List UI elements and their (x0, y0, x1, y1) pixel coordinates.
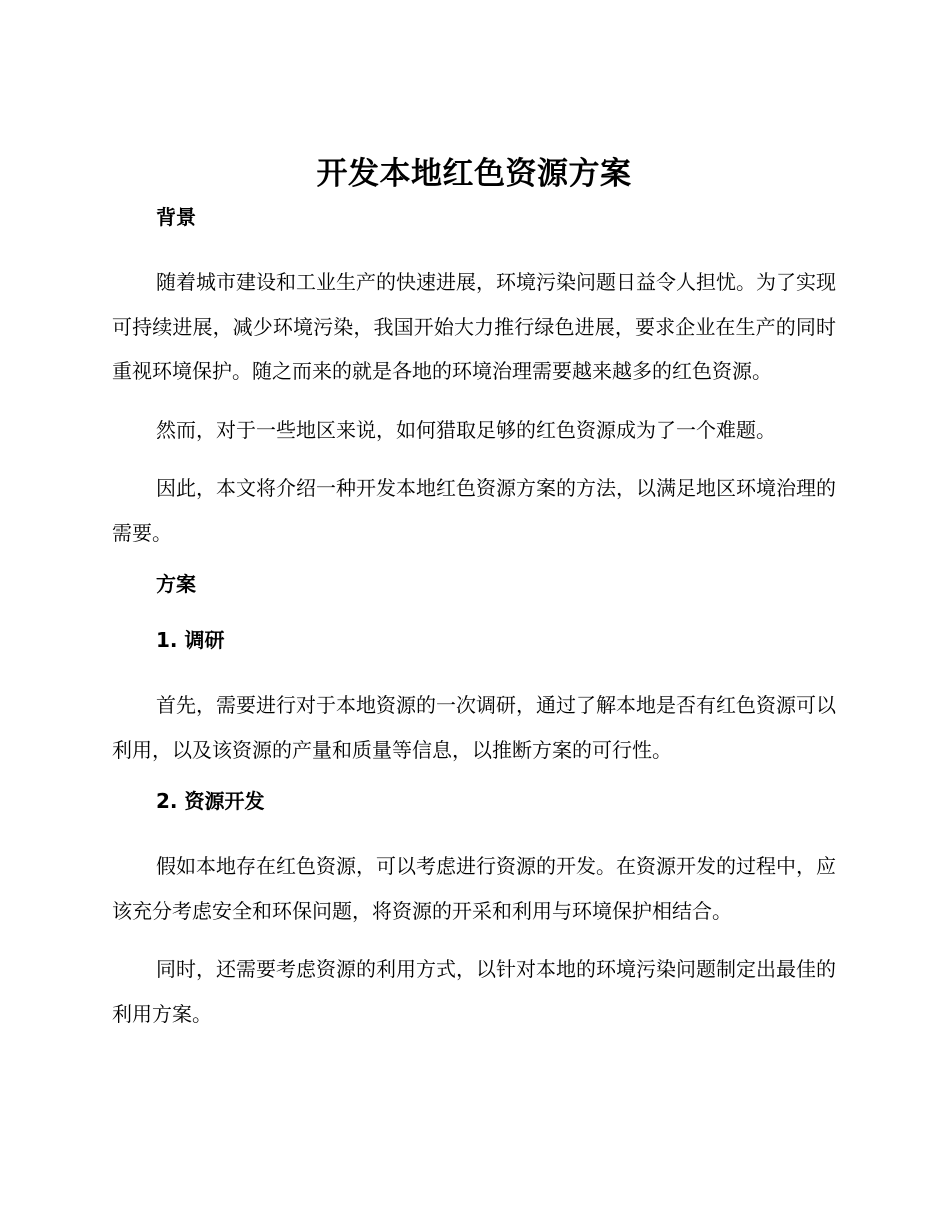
spacer (112, 394, 836, 408)
paragraph-resource-development-2: 同时，还需要考虑资源的利用方式，以针对本地的环境污染问题制定出最佳的利用方案。 (112, 957, 836, 1026)
spacer (112, 452, 836, 466)
spacer (112, 555, 836, 571)
section-heading-plan: 方案 (156, 572, 196, 596)
document-title: 开发本地红色资源方案 (316, 156, 632, 192)
spacer (112, 653, 836, 683)
paragraph-resource-development-1: 假如本地存在红色资源，可以考虑进行资源的开发。在资源开发的过程中，应该充分考虑安全和环保问题，将资源的开采和利用与环境保护相结合。 (112, 854, 836, 923)
spacer (112, 814, 836, 844)
paragraph-background-2: 然而，对于一些地区来说，如何猎取足够的红色资源成为了一个难题。 (156, 417, 776, 442)
spacer (112, 772, 836, 788)
paragraph-background-3: 因此，本文将介绍一种开发本地红色资源方案的方法，以满足地区环境治理的需要。 (112, 476, 836, 545)
spacer (112, 933, 836, 947)
step-heading-research: 1. 调研 (156, 628, 225, 652)
paragraph-research-1: 首先，需要进行对于本地资源的一次调研，通过了解本地是否有红色资源可以利用，以及该资源的产量和质量等信息，以推断方案的可行性。 (112, 693, 836, 762)
step-heading-resource-development: 2. 资源开发 (156, 789, 265, 813)
section-heading-background: 背景 (156, 205, 196, 229)
spacer (112, 597, 836, 627)
paragraph-background-1: 随着城市建设和工业生产的快速进展，环境污染问题日益令人担忧。为了实现可持续进展，减少环境污染，我国开始大力推行绿色进展，要求企业在生产的同时重视环境保护。随之而来的就是各地的环境治理需要越来越多的红色资源。 (112, 270, 836, 383)
spacer (112, 230, 836, 260)
document-page (112, 148, 836, 1036)
